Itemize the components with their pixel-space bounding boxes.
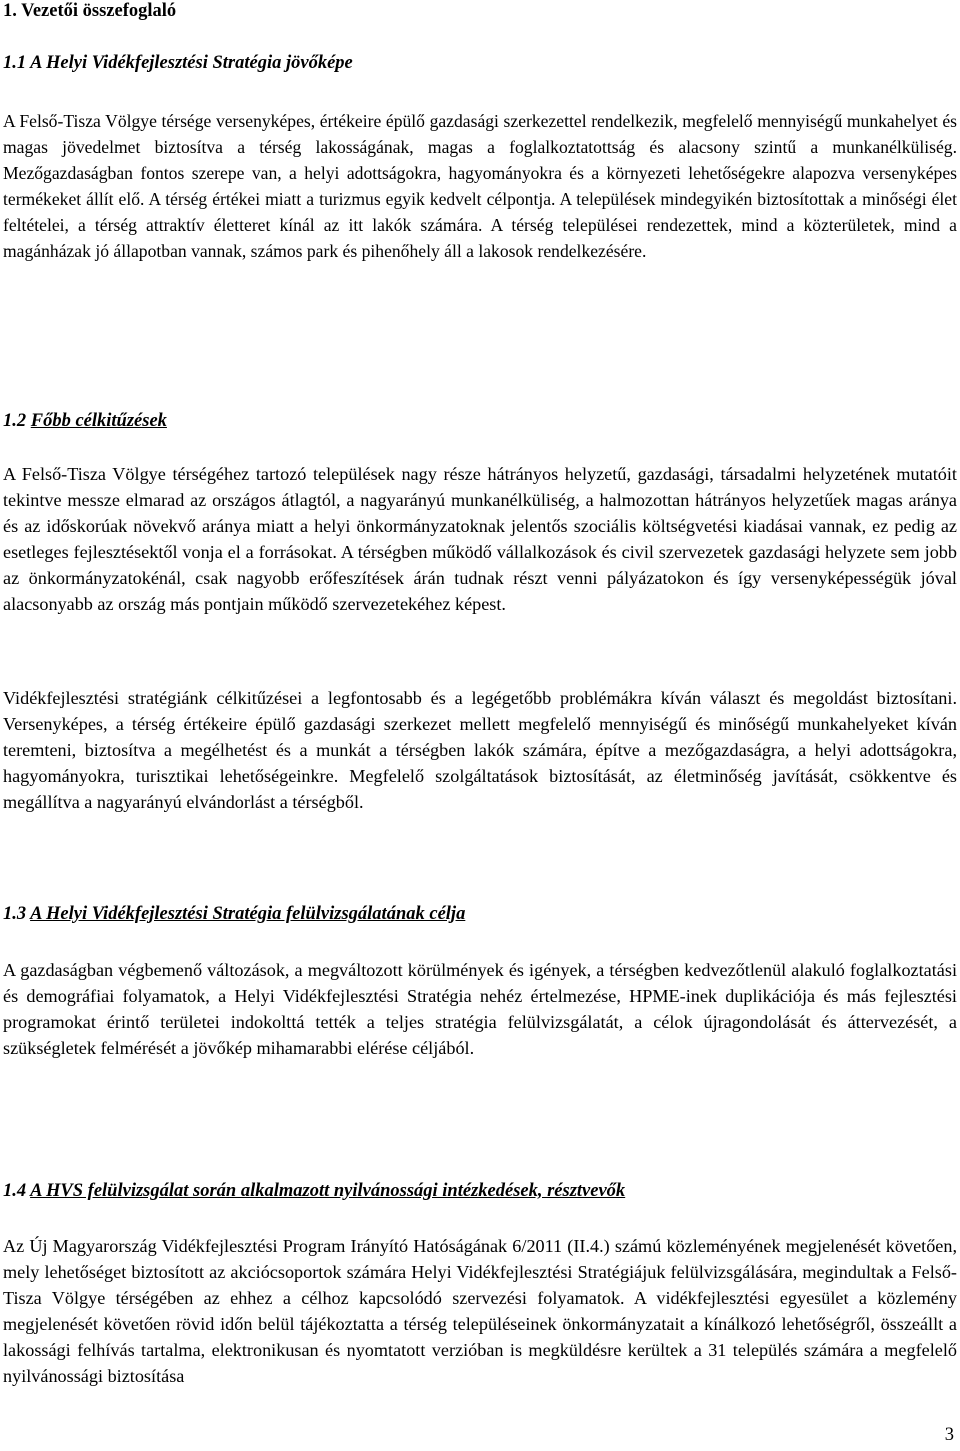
section-number: 1.2 bbox=[3, 411, 27, 431]
paragraph: A Felső-Tisza Völgye térsége versenyképes, értékeire épülő gazdasági szerkezettel rendelkezik, megfelelő mennyiségű munkahelyet és magas jövedelmet biztosítva a térség lakosságának, magas a foglalkoztatottság és alacsony szintű a munkanélküliség. Mezőgazdaságban fontos szerepe van, a helyi adottságokra, hagyományokra és a környezeti lehetőségekre alapozva versenyképes termékeket állít elő. A térség értékei miatt a turizmus egyik kedvelt célpontja. A települések mindegyikén biztosítottak a minőségi élet feltételei, a térség attraktív életteret kínál az itt lakók számára. A térség települései rendezettek, mind a közterületek, mind a magánházak jó állapotban vannak, számos park és pihenőhely áll a lakosok rendelkezésére. bbox=[3, 111, 957, 261]
paragraph: A Felső-Tisza Völgye térségéhez tartozó települések nagy része hátrányos helyzetű, gazdasági, társadalmi helyzetének mutatóit tekintve messze elmarad az országos átlagtól, a nagyarányú munkanélküliség, a halmozottan hátrányos helyzetűek magas aránya és az időskorúak növekvő aránya miatt a helyi önkormányzatoknak jelentős szociális költségvetési kiadásai vannak, ez pedig az esetleges fejlesztésektől vonja el a forrásokat. A térségben működő vállalkozások és civil szervezetek gazdasági helyzete sem jobb az önkormányzatokénál, csak nagyobb erőfeszítések árán tudnak részt venni pályázatokon és így versenyképességük jóval alacsonyabb az ország más pontjain működő szervezetekéhez képest. bbox=[3, 464, 957, 614]
section-number: 1.3 bbox=[3, 904, 27, 924]
section-number: 1.4 bbox=[3, 1181, 27, 1201]
paragraph: A gazdaságban végbemenő változások, a megváltozott körülmények és igények, a térségben kedvezőtlenül alakuló foglalkoztatási és demográfiai folyamatok, a Helyi Vidékfejlesztési Stratégia nehéz értelmezése, HPME-inek duplikációja és más fejlesztési programokat érintő területei indokolttá tették a teljes stratégia felülvizsgálatát, a célok újragondolását és áttervezését, a szükségletek felmérését a jövőkép mihamarabbi elérése céljából. bbox=[3, 960, 957, 1058]
section-heading-1-4 bbox=[3, 1180, 625, 1202]
section-number: 1.1 bbox=[3, 53, 27, 73]
section-heading-1-1 bbox=[3, 52, 353, 74]
paragraph: Az Új Magyarország Vidékfejlesztési Program Irányító Hatóságának 6/2011 (II.4.) számú közleményének megjelenését követően, mely lehetőséget biztosított az akciócsoportok számára Helyi Vidékfejlesztési Stratégiájuk felülvizsgálására, megindultak a Felső-Tisza Völgye térségében az ehhez a célhoz kapcsolódó szervezési folyamatok. A vidékfejlesztési egyesület a közlemény megjelenését követően rövid időn belül tájékoztatta a térség településeinek önkormányzatait a kínálkozó lehetőségről, összeállt a lakossági felhívás tartalma, elektronikusan és nyomtatott verzióban is megküldésre kerültek a 31 település számára a megfelelő nyilvánossági biztosítása bbox=[3, 1236, 957, 1386]
chapter-title: Vezetői összefoglaló bbox=[21, 1, 177, 21]
page-number: 3 bbox=[944, 1425, 954, 1445]
section-title: A Helyi Vidékfejlesztési Stratégia felülvizsgálatának célja bbox=[30, 904, 466, 924]
chapter-number: 1. bbox=[3, 1, 17, 21]
paragraph: Vidékfejlesztési stratégiánk célkitűzései a legfontosabb és a legégetőbb problémákra kíván választ és megoldást biztosítani. Versenyképes, a térség értékeire épülő gazdasági szerkezet mellett megfelelő mennyiségű és minőségű munkahelyeket kíván teremteni, biztosítva a megélhetést és a munkát a térségben lakók számára, építve a mezőgazdaságra, a helyi adottságokra, hagyományokra, turisztikai lehetőségeinkre. Megfelelő szolgáltatások biztosítását, az életminőség javítását, csökkentve és megállítva a nagyarányú elvándorlást a térségből. bbox=[3, 688, 957, 812]
chapter-heading bbox=[3, 0, 176, 22]
section-title: A HVS felülvizsgálat során alkalmazott nyilvánossági intézkedések, résztvevők bbox=[30, 1181, 626, 1201]
section-heading-1-3 bbox=[3, 903, 465, 925]
section-heading-1-2 bbox=[3, 410, 167, 432]
section-title: A Helyi Vidékfejlesztési Stratégia jövőképe bbox=[30, 53, 353, 73]
section-title: Főbb célkitűzések bbox=[30, 411, 167, 431]
